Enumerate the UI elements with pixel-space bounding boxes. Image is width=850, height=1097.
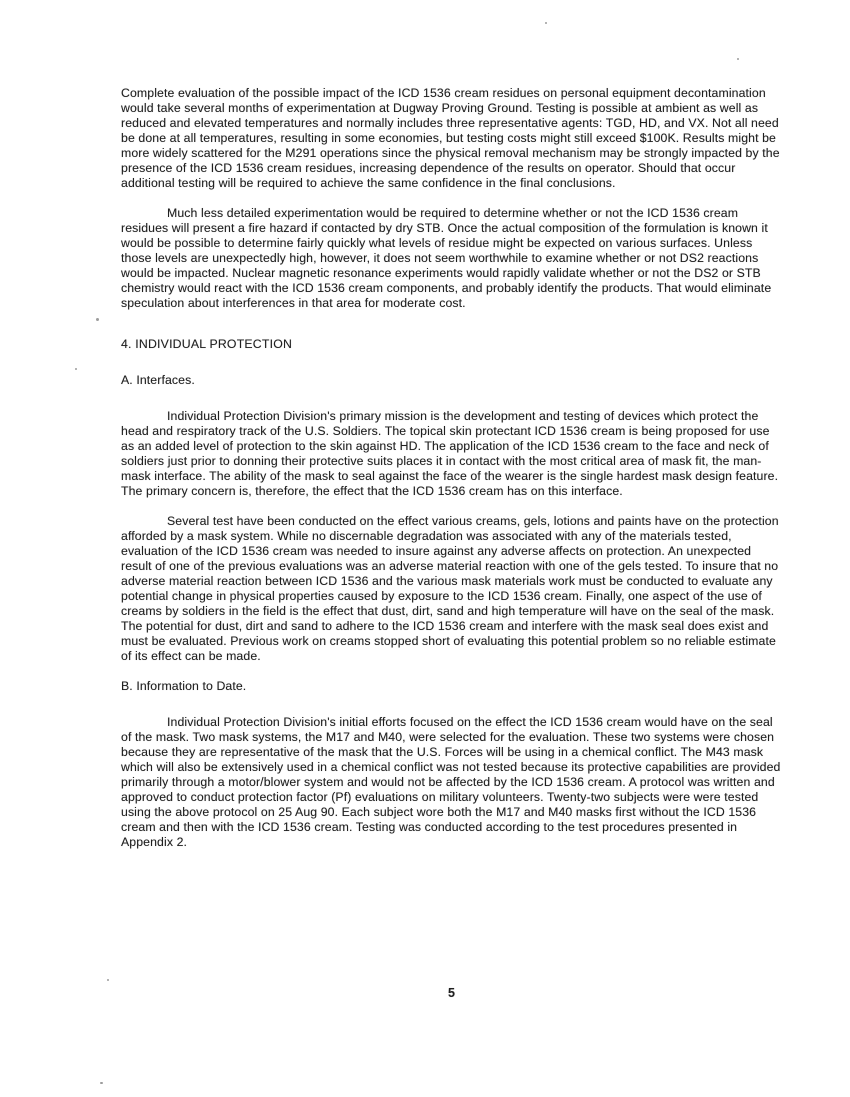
paragraph-protection-division-mission: Individual Protection Division's primary mission is the development and testing of devices which protect the head and respiratory track of the U.S. Soldiers. The topical skin protectant ICD 1536 cream is being proposed for use as an added level of protection to the skin against HD. The application of the ICD 1536 cream to the face and neck of soldiers just prior to donning their protective suits places it in contact with the most critical area of mask fit, the man-mask interface. The ability of the mask to seal against the face of the wearer is the single hardest mask design feature. The primary concern is, therefore, the effect that the ICD 1536 cream has on this interface.: [121, 409, 779, 498]
subsection-heading-information-to-date: B. Information to Date.: [121, 679, 247, 693]
paragraph-mask-cream-tests: Several test have been conducted on the effect various creams, gels, lotions and paints have on the protection afforded by a mask system. While no discernable degradation was associated with any of the materials tested, evaluation of the ICD 1536 cream was needed to insure against any adverse affects on protection. An unexpected result of one of the previous evaluations was an adverse material reaction with one of the gels tested. To insure that no adverse material reaction between ICD 1536 and the various mask materials work must be conducted to evaluate any potential change in physical properties caused by exposure to the ICD 1536 cream. Finally, one aspect of the use of creams by soldiers in the field is the effect that dust, dirt, sand and high temperature will have on the seal of the mask. The potential for dust, dirt and sand to adhere to the ICD 1536 cream and interfere with the mask seal does exist and must be evaluated. Previous work on creams stopped short of evaluating this potential problem so no reliable estimate of its effect can be made.: [121, 514, 779, 663]
subsection-heading-interfaces: A. Interfaces.: [121, 373, 195, 387]
scan-artifact: [107, 979, 109, 981]
paragraph-mask-seal-evaluation: Individual Protection Division's initial efforts focused on the effect the ICD 1536 cream would have on the seal of the mask. Two mask systems, the M17 and M40, were selected for the evaluation. These two systems were chosen because they are representative of the mask that the U.S. Forces will be using in a chemical conflict. The M43 mask which will also be extensively used in a chemical conflict was not tested because its protective capabilities are provided primarily through a motor/blower system and would not be affected by the ICD 1536 cream. A protocol was written and approved to conduct protection factor (Pf) evaluations on military volunteers. Twenty-two subjects were were tested using the above protocol on 25 Aug 90. Each subject wore both the M17 and M40 masks first without the ICD 1536 cream and then with the ICD 1536 cream. Testing was conducted according to the test procedures presented in Appendix 2.: [121, 715, 781, 849]
scan-artifact: [737, 58, 739, 60]
scan-artifact: [100, 1082, 103, 1084]
scan-artifact: [545, 22, 547, 24]
scan-artifact: [96, 318, 99, 321]
paragraph-fire-hazard-experimentation: Much less detailed experimentation would be required to determine whether or not the ICD 1536 cream residues will present a fire hazard if contacted by dry STB. Once the actual composition of the formulation is known it would be possible to determine fairly quickly what levels of residue might be expected on various surfaces. Unless those levels are unexpectedly high, however, it does not seem worthwhile to examine whether or not DS2 reactions would be impacted. Nuclear magnetic resonance experiments would rapidly validate whether or not the DS2 or STB chemistry would react with the ICD 1536 cream components, and probably identify the products. That would eliminate speculation about interferences in that area for moderate cost.: [121, 206, 772, 310]
section-heading-individual-protection: 4. INDIVIDUAL PROTECTION: [121, 337, 293, 351]
page-number: 5: [448, 986, 455, 1000]
paragraph-icd-residue-evaluation: Complete evaluation of the possible impact of the ICD 1536 cream residues on personal equipment decontamination would take several months of experimentation at Dugway Proving Ground. Testing is possible at ambient as well as reduced and elevated temperatures and normally includes three representative agents: TGD, HD, and VX. Not all need be done at all temperatures, resulting in some economies, but testing costs might still exceed $100K. Results might be more widely scattered for the M291 operations since the physical removal mechanism may be strongly impacted by the presence of the ICD 1536 cream residues, increasing dependence of the results on operator. Should that occur additional testing will be required to achieve the same confidence in the final conclusions.: [121, 86, 780, 190]
page-content: [121, 86, 782, 865]
scan-artifact: [75, 368, 77, 370]
